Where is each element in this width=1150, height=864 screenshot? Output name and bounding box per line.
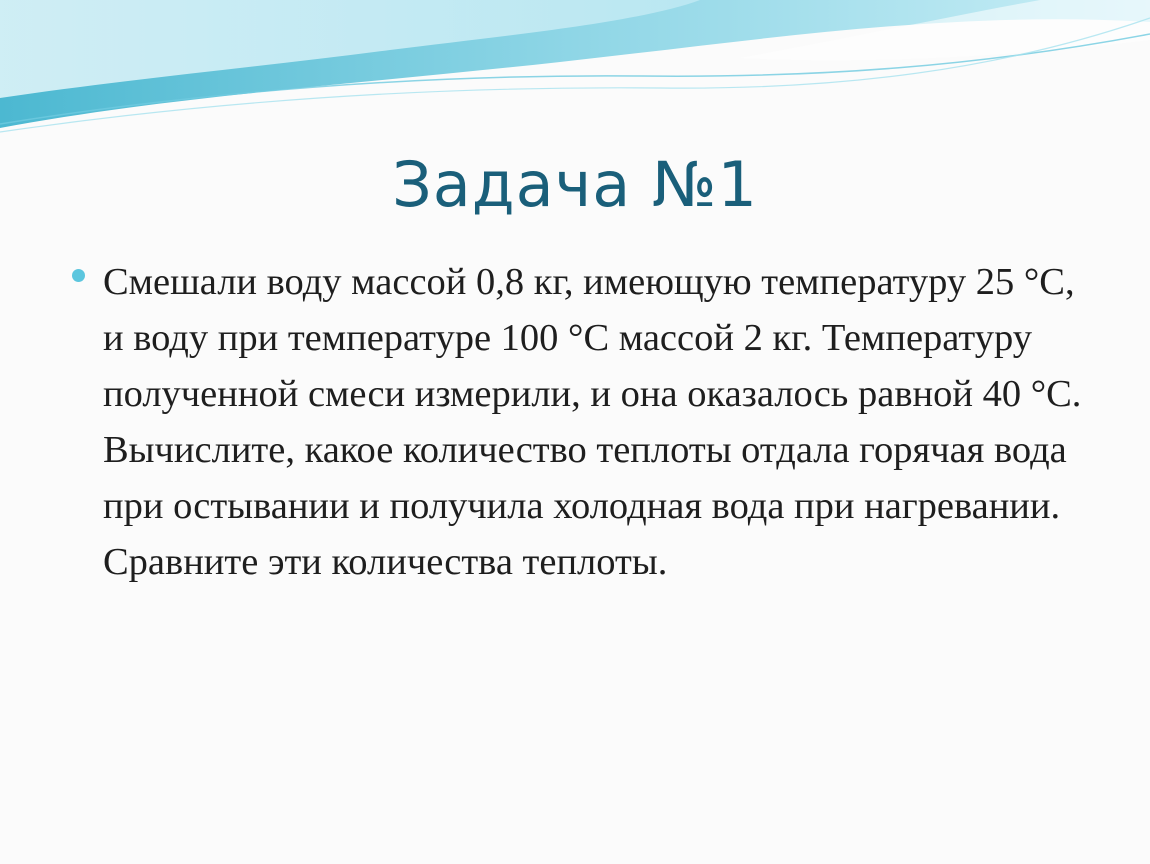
bullet-dot-icon — [72, 269, 85, 282]
bullet-text: Смешали воду массой 0,8 кг, имеющую температуру 25 °С, и воду при температуре 100 °С массой 2 кг. Температуру полученной смеси измерили, и она оказалось равной 40 °С. Вычислите, какое количество теплоты отдала горячая вода при остывании и получила холодная вода при нагревании. Сравните эти количества теплоты. — [103, 261, 1082, 583]
slide-body — [72, 254, 1082, 590]
decorative-wave-header — [0, 0, 1150, 140]
slide-title: Задача №1 — [392, 148, 758, 221]
bullet-item — [72, 254, 1082, 590]
